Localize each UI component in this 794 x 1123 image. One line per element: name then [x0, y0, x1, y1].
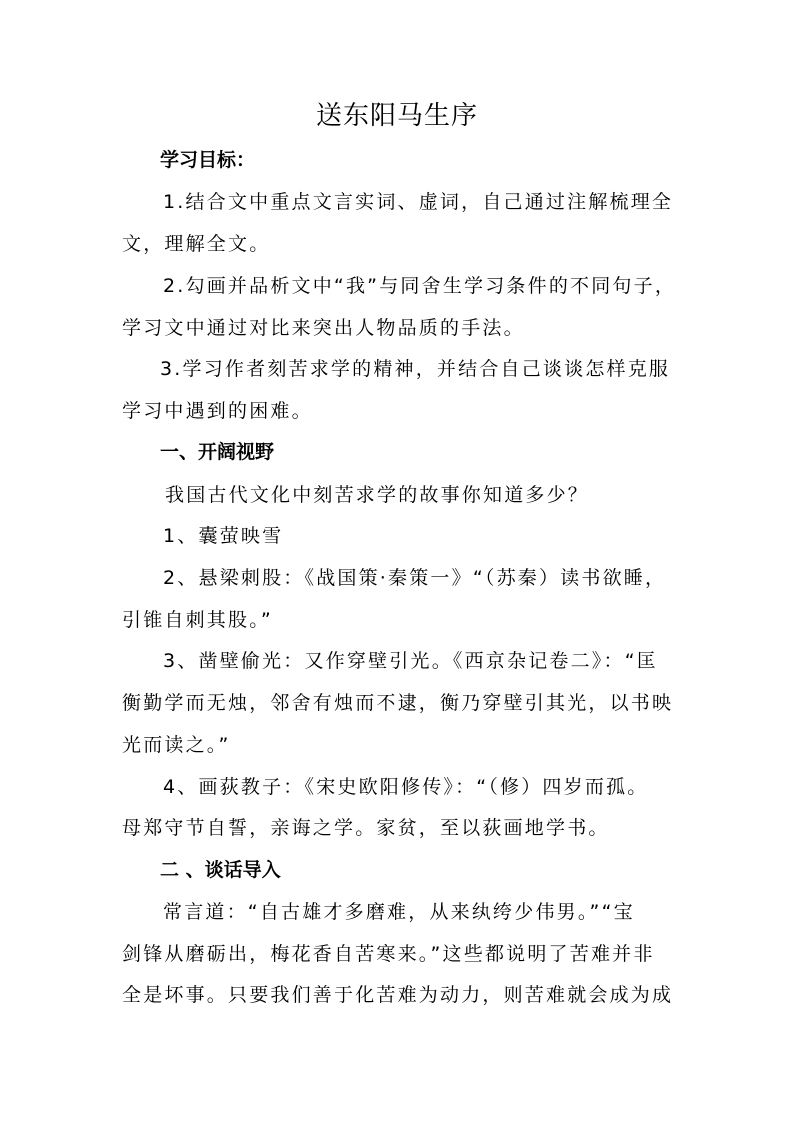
- intro-line-3: 全是坏事。只要我们善于化苦难为动力，则苦难就会成为成: [122, 984, 674, 1006]
- objectives-heading: 学习目标：: [160, 149, 256, 171]
- objective-3-line-2: 学习中遇到的困难。: [122, 400, 313, 422]
- story-2-line-1: 2、悬梁刺股：《战国策·秦策一》“（苏秦）读书欲睡，: [163, 567, 667, 589]
- objective-1-line-1: 1.结合文中重点文言实词、虚词，自己通过注解梳理全: [163, 191, 674, 213]
- section-2-heading: 二 、谈话导入: [160, 859, 281, 881]
- objective-3-line-1: 3.学习作者刻苦求学的精神，并结合自己谈谈怎样克服: [160, 358, 671, 380]
- story-4-line-1: 4、画荻教子：《宋史欧阳修传》：“（修）四岁而孤。: [163, 776, 649, 798]
- section-1-heading: 一、开阔视野: [160, 441, 275, 463]
- story-3-line-3: 光而读之。”: [122, 734, 231, 756]
- document-title: 送东阳马生序: [315, 101, 478, 131]
- story-3-line-1: 3、凿壁偷光：又作穿壁引光。《西京杂记卷二》：“匡: [163, 650, 658, 672]
- objective-1-line-2: 文，理解全文。: [122, 233, 271, 255]
- section-1-intro: 我国古代文化中刻苦求学的故事你知道多少？: [165, 484, 590, 506]
- intro-line-1: 常言道：“自古雄才多磨难，从来纨绔少伟男。”“宝: [163, 901, 635, 923]
- story-4-line-2: 母郑守节自誓，亲诲之学。家贫，至以荻画地学书。: [122, 817, 610, 839]
- story-2-line-2: 引锥自刺其股。”: [122, 609, 273, 631]
- intro-line-2: 剑锋从磨砺出，梅花香自苦寒来。”这些都说明了苦难并非: [122, 943, 655, 965]
- story-3-line-2: 衡勤学而无烛，邻舍有烛而不逮，衡乃穿壁引其光，以书映: [122, 692, 674, 714]
- objective-2-line-2: 学习文中通过对比来突出人物品质的手法。: [122, 317, 525, 339]
- story-1: 1、囊萤映雪: [163, 525, 284, 547]
- objective-2-line-1: 2.勾画并品析文中“我”与同舍生学习条件的不同句子，: [163, 275, 677, 297]
